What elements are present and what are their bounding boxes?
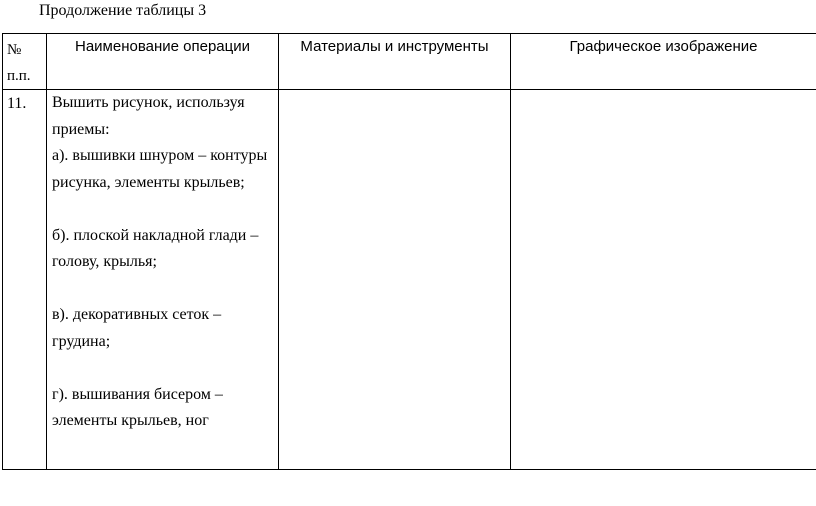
row-materials	[279, 90, 511, 470]
table-caption: Продолжение таблицы 3	[39, 2, 207, 19]
header-materials: Материалы и инструменты	[279, 34, 511, 90]
header-number-symbol: №	[7, 42, 22, 58]
row-graphic	[511, 90, 816, 470]
header-graphic: Графическое изображение	[511, 34, 816, 90]
row-operation	[47, 90, 279, 470]
header-operation: Наименование операции	[47, 34, 279, 90]
row-number: 11.	[3, 90, 47, 470]
operation-item-a: а). вышивки шнуром – контуры рисунка, элементы крыльев;	[52, 147, 268, 191]
operations-table	[2, 33, 816, 470]
header-number-abbrev: п.п.	[7, 68, 31, 84]
operation-item-c: в). декоративных сеток – грудина;	[52, 306, 222, 350]
operation-item-d: г). вышивания бисером – элементы крыльев, ног	[52, 385, 223, 429]
table-row	[3, 90, 816, 470]
operation-item-b: б). плоской накладной глади – голову, крылья;	[52, 226, 259, 270]
header-number	[3, 34, 47, 90]
table-header-row	[3, 34, 816, 90]
operation-intro: Вышить рисунок, используя приемы:	[52, 94, 245, 138]
